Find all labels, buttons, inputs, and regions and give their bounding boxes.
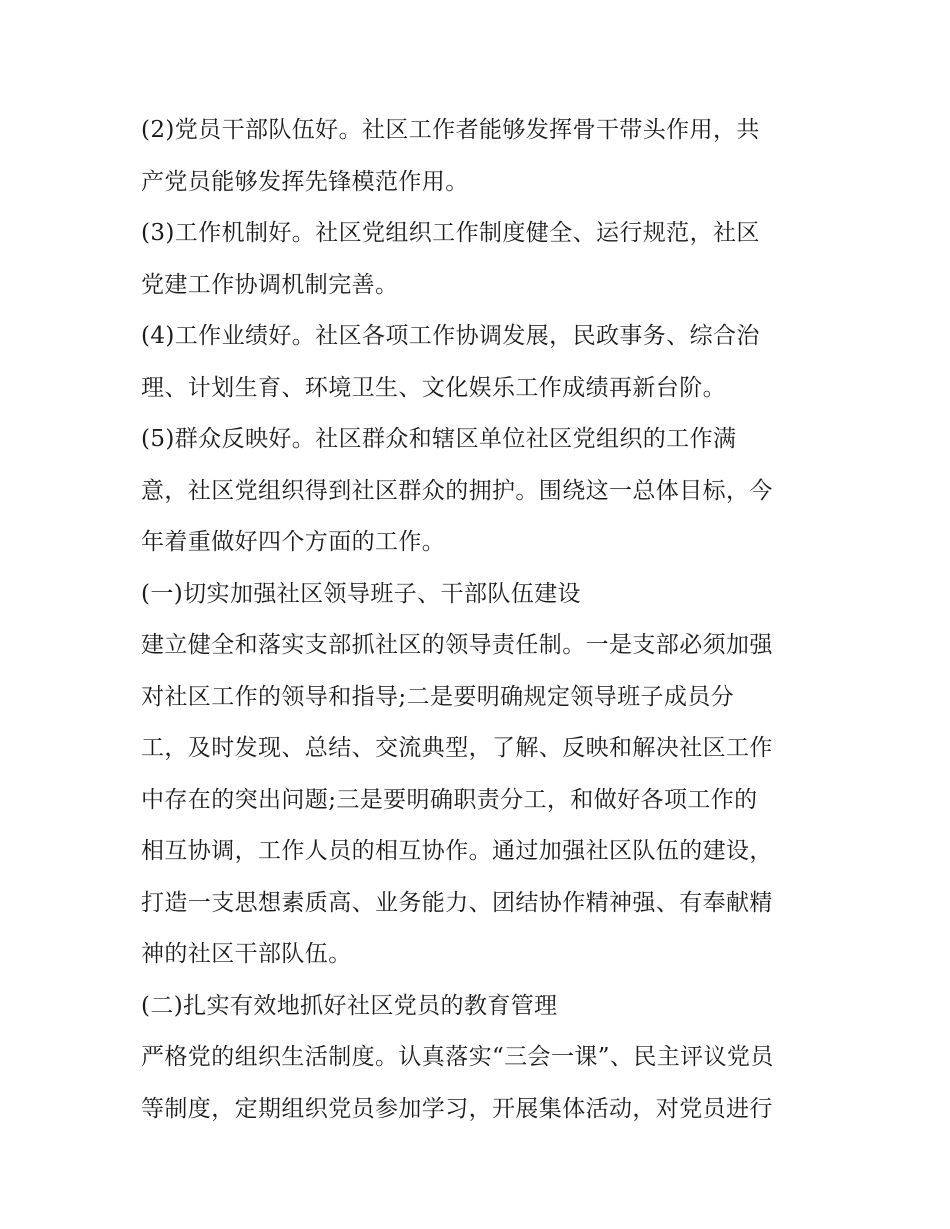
text-line: 意，社区党组织得到社区群众的拥护。围绕这一总体目标，今	[141, 477, 773, 504]
text-line: 相互协调，工作人员的相互协作。通过加强社区队伍的建设，	[141, 838, 773, 864]
text-line: 党建工作协调机制完善。	[141, 271, 399, 298]
text-line: (3)工作机制好。社区党组织工作制度健全、运行规范，社区	[141, 220, 760, 246]
text-line: 年着重做好四个方面的工作。	[141, 529, 446, 555]
text-line: 严格党的组织生活制度。认真落实“三会一课”、民主评议党员	[141, 1044, 774, 1070]
section-heading: (二)扎实有效地抓好社区党员的教育管理	[141, 992, 558, 1019]
text-line: (5)群众反映好。社区群众和辖区单位社区党组织的工作满	[141, 426, 737, 452]
text-line: 等制度，定期组织党员参加学习，开展集体活动，对党员进行	[141, 1095, 773, 1122]
text-line: 中存在的突出问题;三是要明确职责分工，和做好各项工作的	[141, 786, 758, 813]
text-line: 理、计划生育、环境卫生、文化娱乐工作成绩再新台阶。	[141, 374, 726, 401]
text-line: (2)党员干部队伍好。社区工作者能够发挥骨干带头作用，共	[141, 117, 760, 143]
text-line: 打造一支思想素质高、业务能力、团结协作精神强、有奉献精	[141, 889, 773, 916]
text-line: (4)工作业绩好。社区各项工作协调发展，民政事务、综合治	[141, 323, 760, 349]
text-line: 神的社区干部队伍。	[141, 941, 352, 967]
section-heading: (一)切实加强社区领导班子、干部队伍建设	[141, 580, 581, 607]
text-line: 产党员能够发挥先锋模范作用。	[141, 168, 469, 195]
document-body	[141, 105, 841, 1135]
text-line: 对社区工作的领导和指导;二是要明确规定领导班子成员分	[141, 683, 735, 710]
text-line: 工，及时发现、总结、交流典型，了解、反映和解决社区工作	[141, 735, 773, 761]
text-line: 建立健全和落实支部抓社区的领导责任制。一是支部必须加强	[141, 632, 773, 658]
